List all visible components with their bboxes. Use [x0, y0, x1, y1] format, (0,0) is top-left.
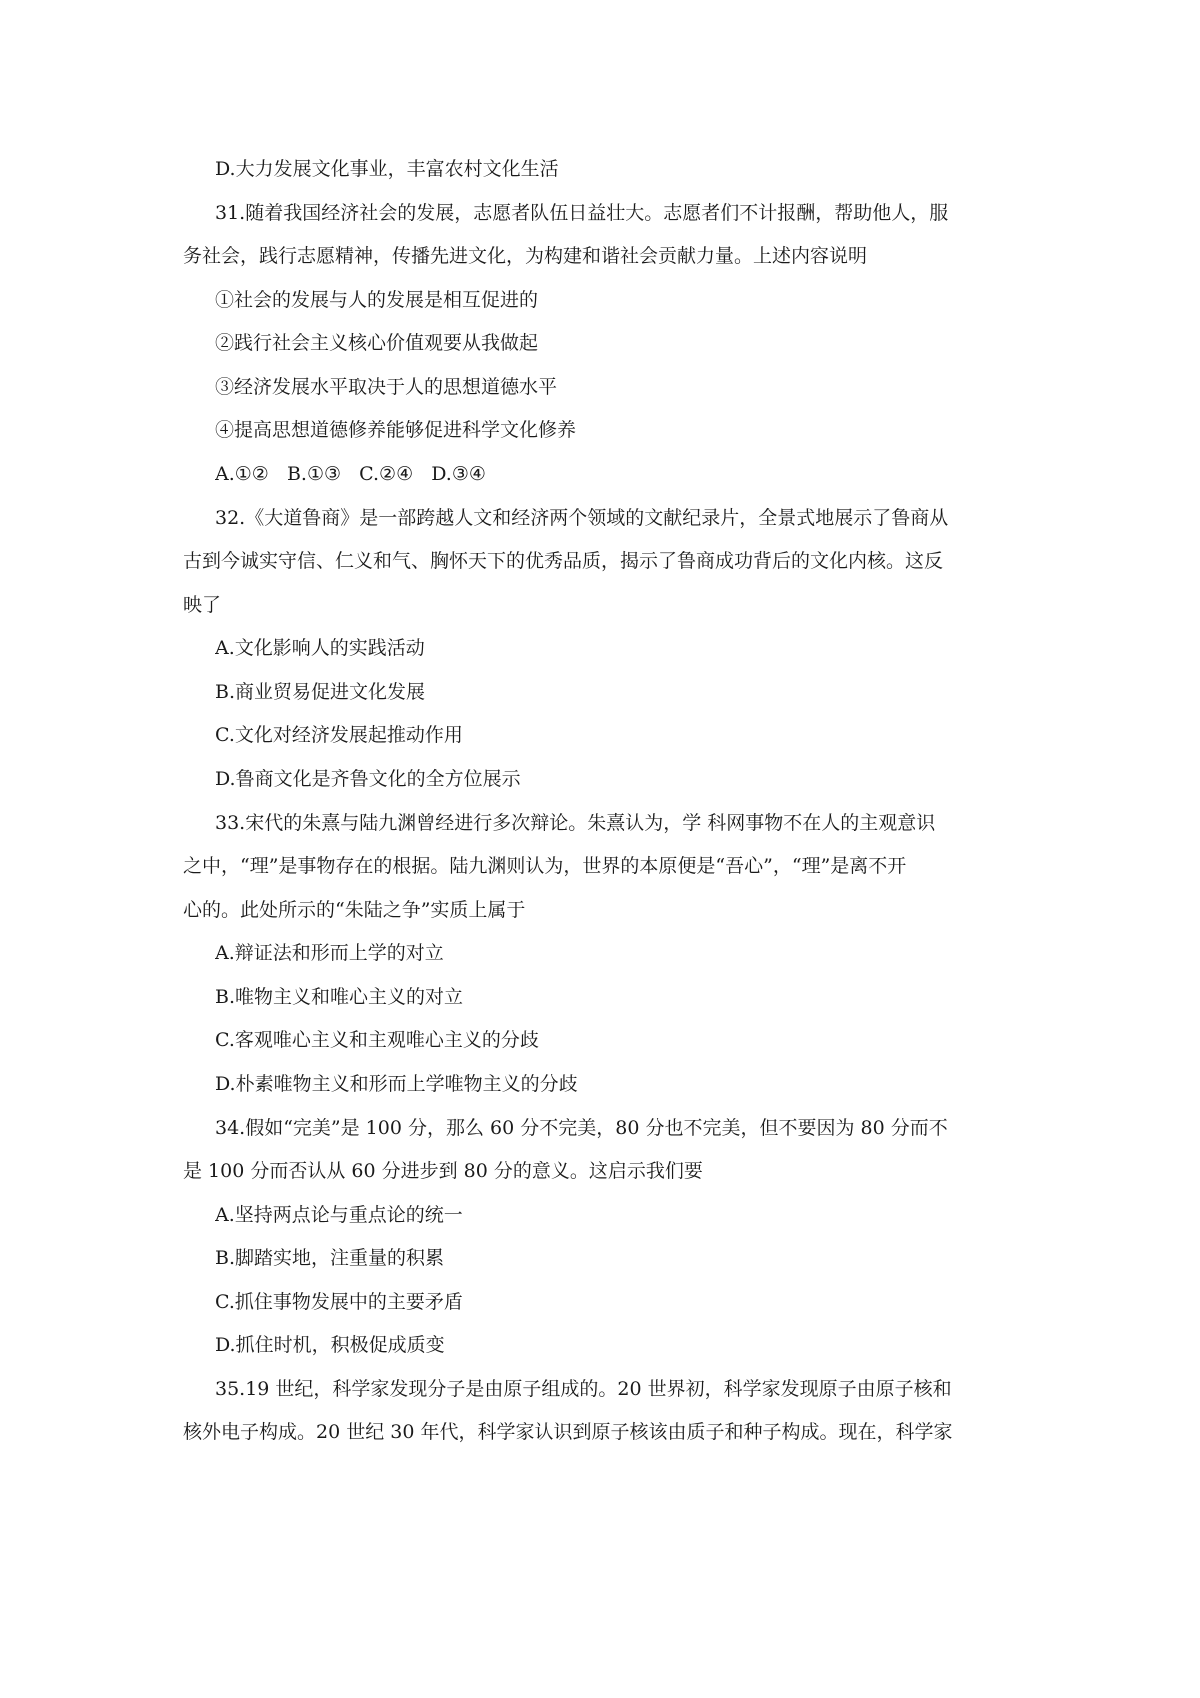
q31-statement-1: ①社会的发展与人的发展是相互促进的: [215, 289, 539, 311]
question-34-line-1: 34.假如“完美”是 100 分，那么 60 分不完美，80 分也不完美，但不要因为 80 分而不: [215, 1117, 948, 1139]
question-31-line-1: 31.随着我国经济社会的发展，志愿者队伍日益壮大。志愿者们不计报酬，帮助他人，服: [215, 202, 949, 224]
q31-statement-3: ③经济发展水平取决于人的思想道德水平: [215, 376, 558, 398]
question-32-line-2: 古到今诚实守信、仁义和气、胸怀天下的优秀品质，揭示了鲁商成功背后的文化内核。这反: [183, 550, 944, 572]
q33-option-d: D.朴素唯物主义和形而上学唯物主义的分歧: [215, 1073, 578, 1095]
q34-option-a: A.坚持两点论与重点论的统一: [215, 1204, 463, 1226]
q33-option-c: C.客观唯心主义和主观唯心主义的分歧: [215, 1029, 539, 1051]
question-34-line-2: 是 100 分而否认从 60 分进步到 80 分的意义。这启示我们要: [183, 1160, 703, 1182]
option-d-q30: D.大力发展文化事业，丰富农村文化生活: [215, 158, 559, 180]
q31-options: A.①② B.①③ C.②④ D.③④: [215, 463, 486, 485]
q33-option-a: A.辩证法和形而上学的对立: [215, 942, 444, 964]
q32-option-a: A.文化影响人的实践活动: [215, 637, 425, 659]
q32-option-c: C.文化对经济发展起推动作用: [215, 724, 463, 746]
q32-option-d: D.鲁商文化是齐鲁文化的全方位展示: [215, 768, 521, 790]
question-32-line-1: 32.《大道鲁商》是一部跨越人文和经济两个领域的文献纪录片，全景式地展示了鲁商从: [215, 507, 949, 529]
q34-option-c: C.抓住事物发展中的主要矛盾: [215, 1291, 463, 1313]
question-31-line-2: 务社会，践行志愿精神，传播先进文化，为构建和谐社会贡献力量。上述内容说明: [183, 245, 868, 267]
question-35-line-1: 35.19 世纪，科学家发现分子是由原子组成的。20 世界初，科学家发现原子由原子核和: [215, 1378, 952, 1400]
q33-option-b: B.唯物主义和唯心主义的对立: [215, 986, 464, 1008]
q31-statement-2: ②践行社会主义核心价值观要从我做起: [215, 332, 539, 354]
question-32-line-3: 映了: [183, 594, 222, 616]
q31-statement-4: ④提高思想道德修养能够促进科学文化修养: [215, 419, 577, 441]
q32-option-b: B.商业贸易促进文化发展: [215, 681, 426, 703]
q34-option-d: D.抓住时机，积极促成质变: [215, 1334, 445, 1356]
q34-option-b: B.脚踏实地，注重量的积累: [215, 1247, 445, 1269]
question-33-line-2: 之中，“理”是事物存在的根据。陆九渊则认为，世界的本原便是“吾心”，“理”是离不开: [183, 855, 907, 877]
question-35-line-2: 核外电子构成。20 世纪 30 年代，科学家认识到原子核该由质子和种子构成。现在，科学家: [183, 1421, 953, 1443]
question-33-line-3: 心的。此处所示的“朱陆之争”实质上属于: [183, 899, 526, 921]
question-33-line-1: 33.宋代的朱熹与陆九渊曾经进行多次辩论。朱熹认为，学 科网事物不在人的主观意识: [215, 812, 936, 834]
